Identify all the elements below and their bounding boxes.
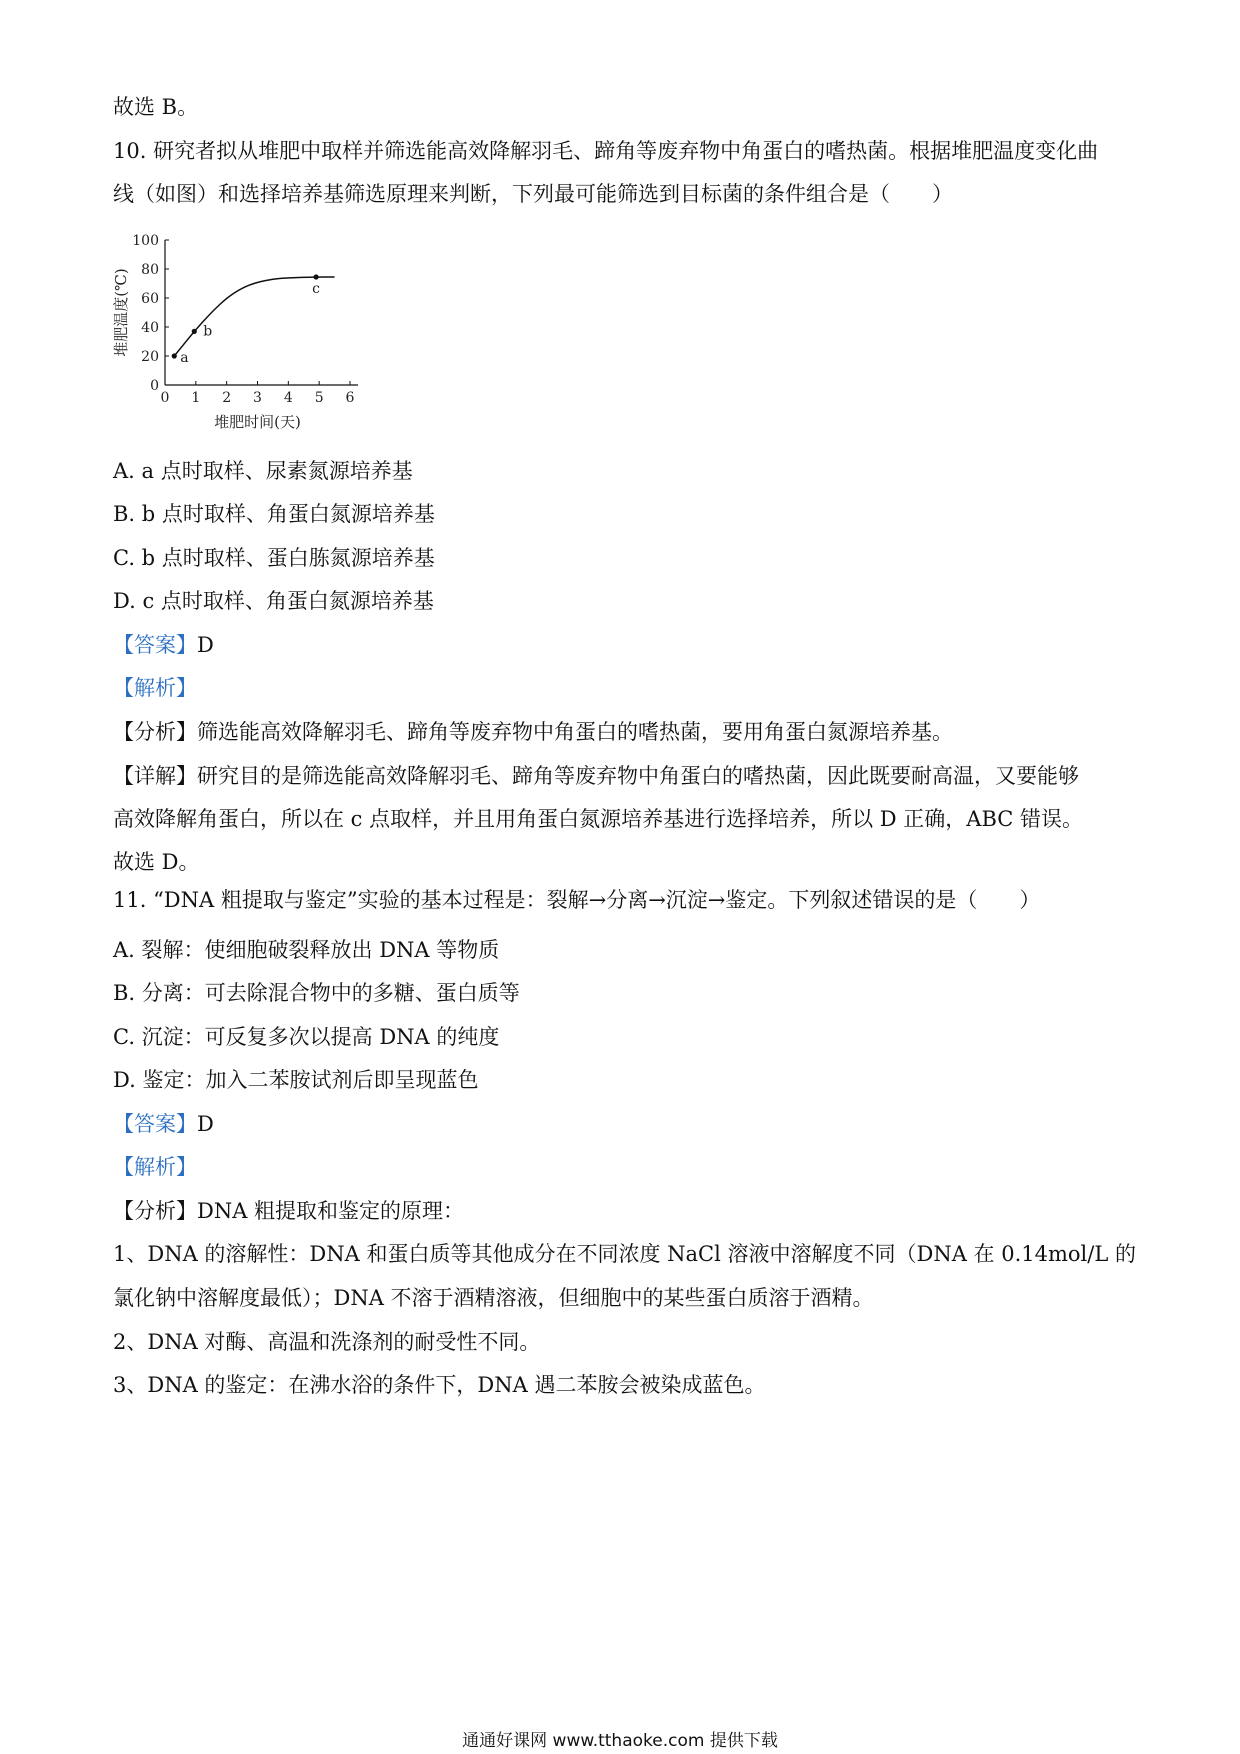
x-tick-label: 6	[345, 390, 355, 406]
text-line: 故选 B。	[113, 95, 199, 119]
answer-value: D	[197, 633, 214, 657]
option-11-a: A. 裂解：使细胞破裂释放出 DNA 等物质	[113, 938, 500, 962]
option-11-b: B. 分离：可去除混合物中的多糖、蛋白质等	[113, 981, 520, 1005]
chart-svg	[108, 233, 428, 485]
detail-10-text-cont: 高效降解角蛋白，所以在 c 点取样，并且用角蛋白氮源培养基进行选择培养，所以 D 正确，ABC 错误。	[113, 807, 1084, 831]
y-tick-label: 40	[141, 320, 159, 336]
data-point-b	[192, 329, 197, 334]
x-axis-label: 堆肥时间(天)	[214, 413, 301, 431]
analysis-11-text: 【分析】DNA 粗提取和鉴定的原理：	[113, 1199, 465, 1223]
analysis-tag: 【解析】	[113, 676, 197, 700]
point-label-a: a	[180, 350, 189, 366]
y-tick-label: 60	[141, 291, 159, 307]
conclusion-10: 故选 D。	[113, 850, 200, 874]
data-point-a	[172, 353, 177, 358]
answer-value: D	[197, 1112, 214, 1136]
answer-10	[113, 631, 1140, 659]
y-tick-label: 80	[141, 262, 159, 278]
temperature-curve	[174, 277, 334, 356]
answer-tag: 【答案】	[113, 633, 197, 657]
principle-1-cont: 氯化钠中溶解度最低）；DNA 不溶于酒精溶液，但细胞中的某些蛋白质溶于酒精。	[113, 1286, 874, 1310]
x-tick-label: 5	[314, 390, 324, 406]
x-tick-label: 4	[283, 390, 293, 406]
option-10-d: D. c 点时取样、角蛋白氮源培养基	[113, 589, 434, 613]
option-10-a: A. a 点时取样、尿素氮源培养基	[113, 459, 413, 483]
option-10-b: B. b 点时取样、角蛋白氮源培养基	[113, 502, 435, 526]
principle-2: 2、DNA 对酶、高温和洗涤剂的耐受性不同。	[113, 1330, 541, 1354]
data-point-c	[313, 274, 318, 279]
point-label-c: c	[312, 280, 320, 297]
principle-1: 1、DNA 的溶解性：DNA 和蛋白质等其他成分在不同浓度 NaCl 溶液中溶解度不同（DNA 在 0.14mol/L 的	[113, 1242, 1136, 1266]
x-tick-label: 3	[253, 390, 262, 406]
question-10-stem: 10. 研究者拟从堆肥中取样并筛选能高效降解羽毛、蹄角等废弃物中角蛋白的嗜热菌。根据堆肥温度变化曲	[113, 139, 1099, 163]
point-label-b: b	[203, 323, 213, 340]
x-tick-label: 2	[222, 390, 232, 406]
compost-temperature-chart	[108, 233, 428, 485]
option-11-d: D. 鉴定：加入二苯胺试剂后即呈现蓝色	[113, 1068, 479, 1092]
footer-watermark: 通通好课网 www.tthaoke.com 提供下载	[462, 1731, 778, 1751]
detail-10-text: 【详解】研究目的是筛选能高效降解羽毛、蹄角等废弃物中角蛋白的嗜热菌，因此既要耐高温，又要能够	[113, 764, 1079, 788]
analysis-10-text: 【分析】筛选能高效降解羽毛、蹄角等废弃物中角蛋白的嗜热菌，要用角蛋白氮源培养基。	[113, 720, 953, 744]
analysis-11-heading	[113, 1153, 1140, 1181]
y-tick-label: 20	[141, 349, 159, 365]
y-tick-label: 100	[132, 233, 159, 249]
option-11-c: C. 沉淀：可反复多次以提高 DNA 的纯度	[113, 1025, 500, 1049]
answer-11	[113, 1110, 1140, 1138]
answer-tag: 【答案】	[113, 1112, 197, 1136]
option-10-c: C. b 点时取样、蛋白胨氮源培养基	[113, 546, 435, 570]
x-tick-label: 0	[160, 390, 170, 406]
y-axis-label: 堆肥温度(℃)	[112, 268, 130, 357]
question-10-stem-cont: 线（如图）和选择培养基筛选原理来判断，下列最可能筛选到目标菌的条件组合是（ ）	[113, 182, 953, 206]
x-tick-label: 1	[191, 390, 201, 406]
question-11-stem: 11. “DNA 粗提取与鉴定”实验的基本过程是：裂解→分离→沉淀→鉴定。下列叙述错误的是（ ）	[113, 888, 1041, 912]
principle-3: 3、DNA 的鉴定：在沸水浴的条件下，DNA 遇二苯胺会被染成蓝色。	[113, 1373, 766, 1397]
analysis-10-heading	[113, 674, 1140, 702]
analysis-tag: 【解析】	[113, 1155, 197, 1179]
y-tick-label: 0	[150, 378, 159, 394]
